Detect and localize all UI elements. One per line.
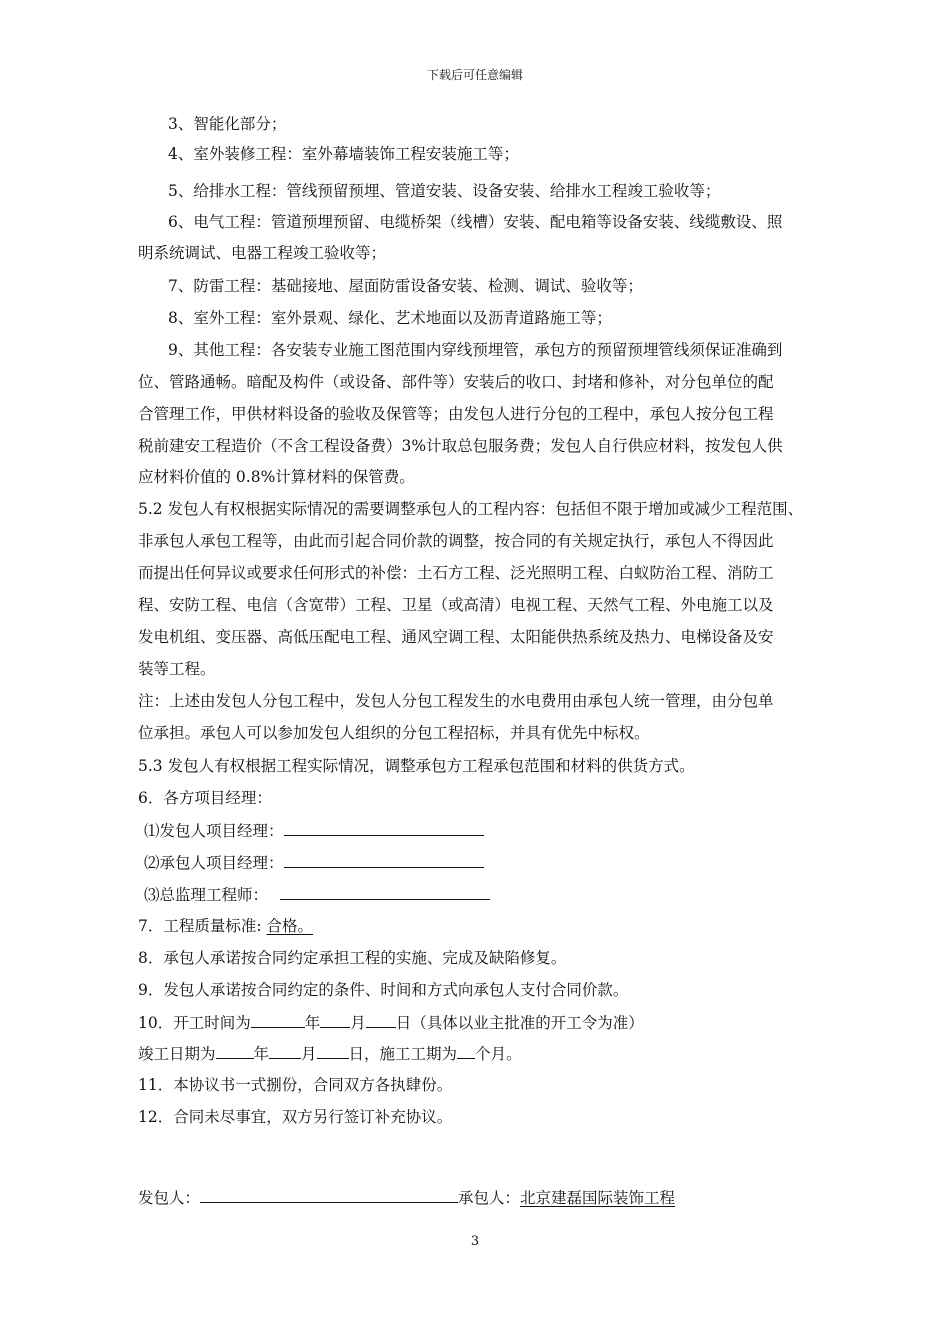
page-header: 下载后可任意编辑 [426, 68, 523, 82]
year-label: 年 [253, 1045, 270, 1063]
start-date-prefix: 10．开工时间为 [138, 1014, 251, 1032]
item-8: 8、室外工程：室外景观、绿化、艺术地面以及沥青道路施工等； [168, 309, 612, 327]
duration-label: 日，施工工期为 [348, 1045, 458, 1063]
supervisor-label: ⑶总监理工程师： [144, 886, 269, 904]
duration-blank[interactable] [457, 1043, 475, 1059]
employer-signature-blank[interactable] [200, 1187, 458, 1203]
section-5-2: 5.2 发包人有权根据实际情况的需要调整承包人的工程内容：包括但不限于增加或减少工程范围、 [138, 500, 804, 518]
employer-signature-label: 发包人： [138, 1189, 201, 1207]
employer-pm-label: ⑴发包人项目经理： [144, 822, 284, 840]
item-9-cont: 合管理工作，甲供材料设备的验收及保管等；由发包人进行分包的工程中，承包人按分包工程 [138, 405, 774, 423]
item-9-cont: 应材料价值的 0.8%计算材料的保管费。 [138, 468, 415, 486]
start-day-blank[interactable] [366, 1012, 396, 1028]
item-4: 4、室外装修工程：室外幕墙装饰工程安装施工等； [168, 145, 519, 163]
start-day-note: 日（具体以业主批准的开工令为准） [395, 1014, 644, 1032]
contractor-name: 北京建磊国际装饰工程 [520, 1189, 676, 1207]
contractor-signature-label: 承包人： [458, 1189, 521, 1207]
contractor-pm-label: ⑵承包人项目经理： [144, 854, 284, 872]
year-label: 年 [304, 1014, 321, 1032]
section-10-end [138, 1043, 522, 1063]
section-8: 8．承包人承诺按合同约定承担工程的实施、完成及缺陷修复。 [138, 949, 567, 967]
item-5: 5、给排水工程：管线预留预埋、管道安装、设备安装、给排水工程竣工验收等； [168, 182, 721, 200]
supervisor-blank[interactable] [280, 884, 490, 900]
end-month-blank[interactable] [269, 1043, 301, 1059]
employer-pm-blank[interactable] [284, 820, 484, 836]
start-month-blank[interactable] [320, 1012, 350, 1028]
supervisor-row [144, 884, 490, 904]
page-number: 3 [470, 1234, 480, 1249]
start-year-blank[interactable] [251, 1012, 305, 1028]
item-6-cont: 明系统调试、电器工程竣工验收等； [138, 244, 387, 262]
month-label: 月 [350, 1014, 366, 1032]
quality-standard-value: 合格。 [266, 917, 314, 935]
contractor-pm-blank[interactable] [284, 852, 484, 868]
section-12: 12．合同未尽事宜，双方另行签订补充协议。 [138, 1108, 453, 1126]
section-10-start [138, 1012, 644, 1032]
section-7 [138, 916, 313, 936]
section-5-2-cont: 发电机组、变压器、高低压配电工程、通风空调工程、太阳能供热系统及热力、电梯设备及安 [138, 628, 774, 646]
months-suffix: 个月。 [475, 1045, 522, 1063]
section-5-3: 5.3 发包人有权根据工程实际情况，调整承包方工程承包范围和材料的供货方式。 [138, 757, 695, 775]
quality-standard-label: 7．工程质量标准: [138, 917, 267, 935]
section-11: 11．本协议书一式捌份，合同双方各执肆份。 [138, 1076, 453, 1094]
end-day-blank[interactable] [317, 1043, 349, 1059]
section-6-title: 6．各方项目经理： [138, 789, 272, 807]
item-9-cont: 税前建安工程造价（不含工程设备费）3%计取总包服务费；发包人自行供应材料，按发包人供 [138, 437, 783, 455]
section-5-2-cont: 而提出任何异议或要求任何形式的补偿：土石方工程、泛光照明工程、白蚁防治工程、消防工 [138, 564, 774, 582]
item-9: 9、其他工程：各安装专业施工图范围内穿线预埋管，承包方的预留预埋管线须保证准确到 [168, 341, 783, 359]
end-date-prefix: 竣工日期为 [138, 1045, 216, 1063]
section-5-2-cont: 装等工程。 [138, 660, 216, 678]
contractor-pm-row [144, 852, 484, 872]
section-5-2-cont: 非承包人承包工程等，由此而引起合同价款的调整，按合同的有关规定执行，承包人不得因此 [138, 532, 774, 550]
note: 注：上述由发包人分包工程中，发包人分包工程发生的水电费用由承包人统一管理，由分包单 [138, 692, 774, 710]
item-3: 3、智能化部分； [168, 115, 287, 133]
section-9: 9．发包人承诺按合同约定的条件、时间和方式向承包人支付合同价款。 [138, 981, 629, 999]
item-6: 6、电气工程：管道预埋预留、电缆桥架（线槽）安装、配电箱等设备安装、线缆敷设、照 [168, 213, 783, 231]
section-5-2-cont: 程、安防工程、电信（含宽带）工程、卫星（或高清）电视工程、天然气工程、外电施工以及 [138, 596, 774, 614]
note-cont: 位承担。承包人可以参加发包人组织的分包工程招标，并具有优先中标权。 [138, 724, 650, 742]
end-year-blank[interactable] [216, 1043, 254, 1059]
month-label: 月 [301, 1045, 317, 1063]
item-9-cont: 位、管路通畅。暗配及构件（或设备、部件等）安装后的收口、封堵和修补，对分包单位的配 [138, 373, 774, 391]
signature-row [138, 1187, 675, 1207]
item-7: 7、防雷工程：基础接地、屋面防雷设备安装、检测、调试、验收等； [168, 277, 643, 295]
employer-pm-row [144, 820, 484, 840]
